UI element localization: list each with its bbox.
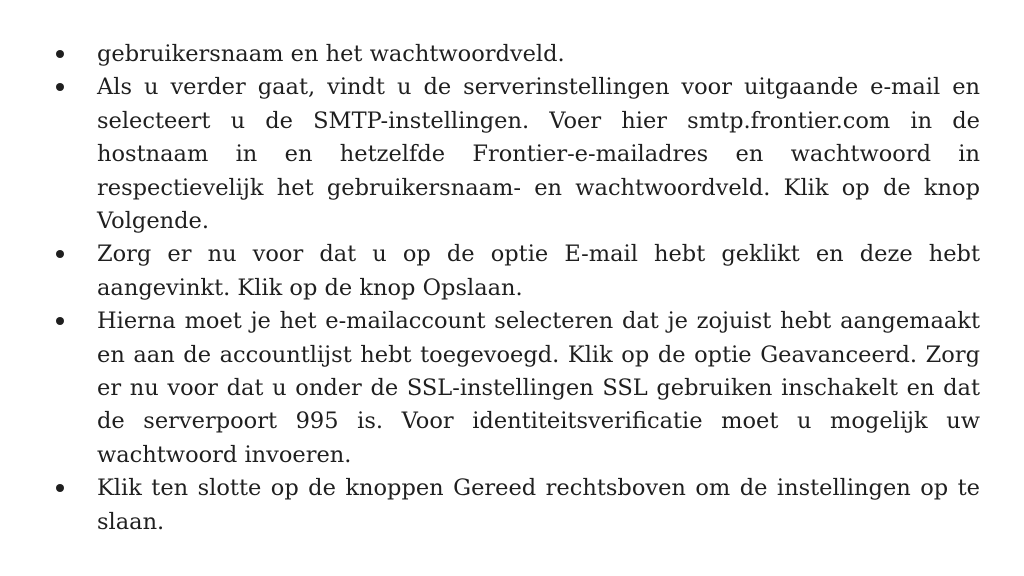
list-item [97, 71, 980, 238]
list-item [97, 305, 980, 472]
bullet-dot-icon [56, 83, 64, 91]
bullet-dot-icon [56, 317, 64, 325]
list-item-text: Hierna moet je het e-mailaccount selecteren dat je zojuist hebt aangemaakt en aan de accountlijst hebt toegevoegd. Klik op de optie Geavanceerd. Zorg er nu voor dat u onder de SSL-instellingen SSL gebruiken inschakelt en dat de serverpoort 995 is. Voor identiteitsverificatie moet u mogelijk uw wachtwoord invoeren. [97, 308, 980, 468]
bullet-list [0, 38, 1024, 539]
list-item-text: gebruikersnaam en het wachtwoordveld. [97, 41, 565, 67]
list-item-text: Zorg er nu voor dat u op de optie E-mail hebt geklikt en deze hebt aangevinkt. Klik op de knop Opslaan. [97, 241, 980, 301]
document-body [0, 38, 1024, 539]
list-item-text: Als u verder gaat, vindt u de serverinstellingen voor uitgaande e-mail en selecteert u de SMTP-instellingen. Voer hier smtp.frontier.com in de hostnaam in en hetzelfde Frontier-e-mailadres en wachtwoord in respectievelijk het gebruikersnaam- en wachtwoordveld. Klik op de knop Volgende. [97, 74, 980, 235]
bullet-dot-icon [56, 484, 64, 492]
list-item [97, 38, 980, 71]
bullet-dot-icon [56, 50, 64, 58]
list-item [97, 472, 980, 539]
list-item [97, 238, 980, 305]
bullet-dot-icon [56, 250, 64, 258]
list-item-text: Klik ten slotte op de knoppen Gereed rechtsboven om de instellingen op te slaan. [97, 475, 980, 535]
